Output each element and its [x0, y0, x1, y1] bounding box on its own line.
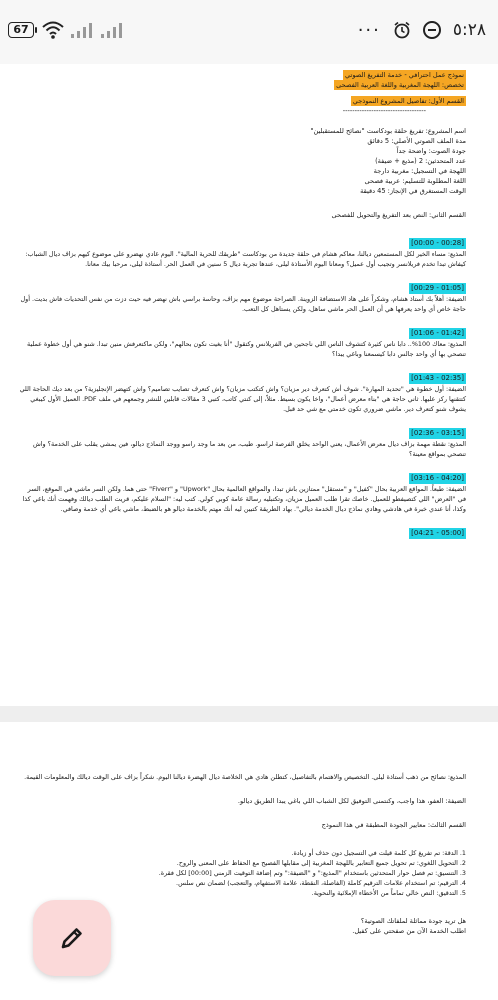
closing-paragraph: المذيع: نصائح من ذهب أستاذة ليلى. التخصيص والاهتمام بالتفاصيل، كتطلن هادي هي الخلاصة ديال الهضرة ديالنا اليوم. شكراً بزاف على الوقت ديالك والمعلومات القيمة.: [24, 773, 466, 781]
segment-text: المذيع: نقطة مهمة بزاف ديال معرض الأعمال، يعني الواحد يخلق الفرصة لراسو. طيب، من بعد ما وجد راسو ووجد النماذج ديالو، فين يمشي يقلب على الخدمة؟ واش تنصحي بمواقع معينة؟: [32, 440, 466, 458]
list-item: 1. الدقة: تم تفريغ كل كلمة قيلت في التسجيل دون حذف أو زيادة.: [291, 849, 466, 857]
segment-text: الضيفة: أهلاً بك أستاذ هشام، وشكراً على هاد الاستضافة الزوينة. الصراحة موضوع مهم بزاف، وحاسة براسي باش نهضر فيه حيت دزت من نفس التحديات فاش بديت. أول حاجة خاص أي واحد يعرفها هي أن العمل الحر ماشي ساهل، ولكن يستاهل كل التعب.: [20, 295, 466, 313]
pencil-icon: [57, 923, 87, 953]
segment-timestamp: [00:28 - 00:00]: [411, 239, 464, 247]
alarm-icon: [393, 21, 411, 39]
doc-header-1: نموذج عمل احترافي - خدمة التفريغ الصوتي: [344, 71, 464, 79]
segment-timestamp: [05:00 - 04:21]: [411, 529, 464, 537]
section-2-title: القسم الثاني: النص بعد التفريغ والتحويل للفصحى: [331, 211, 466, 219]
wifi-icon: [42, 20, 64, 40]
detail-line: مدة الملف الصوتي الأصلي: 5 دقائق: [367, 137, 466, 145]
list-item: 5. التدقيق: النص خالي تماماً من الأخطاء الإملائية والنحوية.: [311, 889, 466, 897]
detail-line: الوقت المستغرق في الإنجاز: 45 دقيقة: [360, 187, 466, 195]
clock: ٥:٢٨: [452, 20, 486, 40]
segment-text: الضيفة: أول خطوة هي "تحديد المهارة". شوف أش كتعرف دير مزيان؟ واش كتكتب مزيان؟ واش كتعرف تصايب تصاميم؟ واش كتهضر الإنجليزية؟ من بعد ديك الحاجة اللي كتتقنها ركز عليها. ثاني حاجة هي "بناء معرض أعمال"، واخا يكون بسيط. مثلاً، إلى كنتي كاتب، كتبي 3 مقالات قابلين للنشر وجمعهم في ملف PDF. العميل الأول كيبغي يشوف شنو كتعرف دير. ماشي ضروري تكون خدمتي مع شي حد قبل.: [19, 385, 466, 413]
list-item: 4. الترقيم: تم استخدام علامات الترقيم كاملة (الفاصلة، النقطة، علامة الاستفهام، والتعجب) لضمان نص سلس.: [176, 879, 466, 887]
segment-text: المذيع: معاك 100%.. دابا ناس كثيرة كتشوف الناس اللي ناجحين في الفريلانس وكتقول "أنا بغيت نكون بحالهم"، ولكن ماكتعرفش منين تبدا. شنو هي أول خطوة عملية تنصحي بها أي واحد جالس دابا كيسمعنا وباغي يبدا؟: [27, 340, 466, 358]
detail-line: اللغة المطلوبة للتسليم: عربية فصحى: [364, 177, 466, 185]
section-3-title: القسم الثالث: معايير الجودة المطبقة في هذا النموذج: [321, 821, 466, 829]
segment-timestamp: [01:05 - 00:29]: [411, 284, 464, 292]
separator-line: -----------------------------------: [342, 107, 426, 115]
segment-text: الضيفة: طبعاً. المواقع العربية بحال "كفيل" و "مستقل" ممتازين باش تبدا، والمواقع العالمية بحال "Upwork" و "Fiverr" حتى هما. ولكن السر ماشي في الموقع، السر في "العرض" اللي كتصيفطو للعميل. خاصك تقرا طلب العميل مزيان، وتكتبليه رسالة عامة كوبي كولي. كتب ليه: "السلام عليكم، قريت الطلب ديالك وفهمت أنك باغي كذا وكذا، أنا عندي خبرة في هادشي وهادي نماذج ديال الخدمة ديالي". بهاد الطريقة كتبين ليه أنك مهتم بالخدمة ديالو هو بالضبط، ماشي باغي أي خدمة وصافي.: [22, 485, 466, 513]
segment-timestamp: [03:15 - 02:36]: [411, 429, 464, 437]
signal-icon-2: [100, 22, 126, 38]
segment-timestamp: [01:42 - 01:06]: [411, 329, 464, 337]
do-not-disturb-icon: [423, 21, 441, 39]
segment-timestamp: [02:35 - 01:43]: [411, 374, 464, 382]
page-divider: [0, 706, 498, 722]
cta-question: هل تريد جودة مماثلة لملفاتك الصوتية؟: [360, 917, 466, 925]
page-1-content: [18, 70, 466, 539]
more-notifications-icon: ···: [357, 19, 381, 41]
document-page-1: [0, 64, 498, 706]
guest-reply: الضيفة: العفو، هذا واجب، وكنتمنى التوفيق لكل الشباب اللي باغي يبدا الطريق ديالو.: [237, 797, 466, 805]
edit-button[interactable]: [33, 900, 111, 976]
detail-line: جودة الصوت: واضحة جداً: [396, 147, 466, 155]
battery-icon: [8, 22, 34, 38]
quality-criteria-list: [18, 848, 466, 898]
detail-line: اللهجة في التسجيل: مغربية دارجة: [373, 167, 466, 175]
signal-icon: [70, 22, 96, 38]
segment-text: المذيع: مساء الخير لكل المستمعين ديالنا، معاكم هشام في حلقة جديدة من بودكاست "طريقك للحرية المالية". اليوم غادي نهضرو على موضوع كيهم بزاف ديال الشباب: كيفاش تبدا تخدم فريلانسر وتجيب أول عميل؟ ومعانا اليوم الأستاذة ليلى، عندها تجربة ديال 5 سنين في العمل الحر. أستاذة ليلى، مرحبا بيك معانا.: [25, 250, 466, 268]
cta-text: اطلب الخدمة الآن من صفحتي على كفيل.: [352, 927, 466, 935]
list-item: 2. التحويل اللغوي: تم تحويل جميع التعابير باللهجة المغربية إلى مقابلها الفصيح مع الحفاظ على المعنى والروح.: [176, 859, 466, 867]
doc-header-2: تخصص: اللهجة المغربية واللغة العربية الفصحى: [336, 81, 464, 89]
detail-line: عدد المتحدثين: 2 (مذيع + ضيفة): [375, 157, 466, 165]
detail-line: اسم المشروع: تفريغ حلقة بودكاست "نصائح للمستقبلين": [310, 127, 466, 135]
section-1-title: القسم الأول: تفاصيل المشروع النموذجي: [352, 97, 464, 105]
segment-timestamp: [04:20 - 03:16]: [411, 474, 464, 482]
status-bar: [0, 0, 498, 64]
list-item: 3. التنسيق: تم فصل حوار المتحدثين باستخدام "المذيع:" و "الضيفة:" وتم إضافة التوقيت الزمني [00:00] لكل فقرة.: [158, 869, 466, 877]
battery-level: 67: [13, 23, 29, 36]
